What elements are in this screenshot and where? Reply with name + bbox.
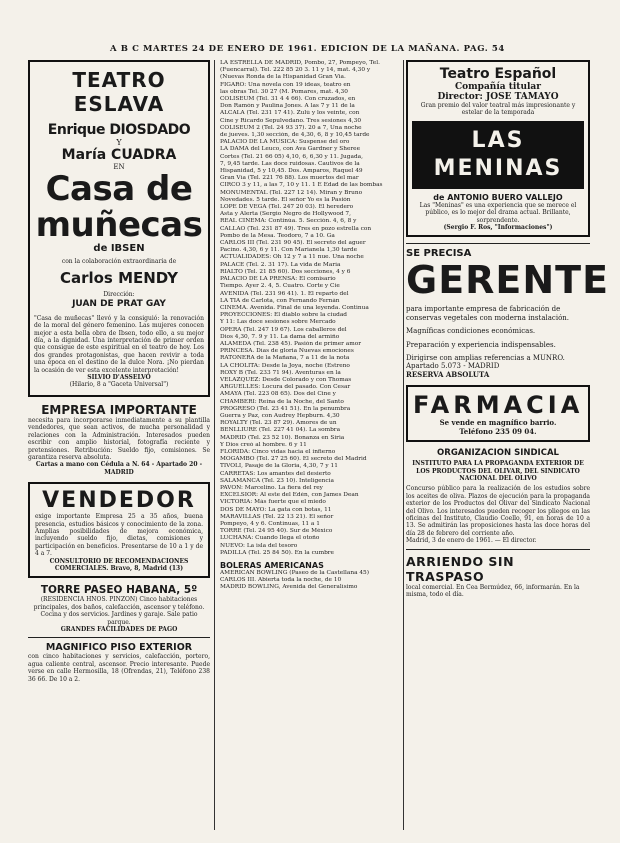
- sindical-heading: INSTITUTO PARA LA PROPAGANDA EXTERIOR DE LOS PRODUCTOS DEL OLIVAR, DEL SINDICATO NACIONAL DEL OLIVO: [412, 460, 584, 482]
- bolera-line: AMERICAN BOWLING (Paseo de la Castellana 45): [220, 570, 370, 577]
- left-column: [28, 60, 210, 683]
- listing-line: DOS DE MAYO: La gata con botas, 11: [220, 506, 332, 513]
- eslava-guest: Carlos MENDY: [59, 269, 179, 288]
- empresa-contact: Cartas a mano con Cédula a N. 64 - Apartado 20 - MADRID: [35, 461, 203, 476]
- listing-line: NUEVO: La isla del tesoro: [220, 542, 298, 549]
- listing-line: Cine y Ricardo Sepulvedano. Tres sesiones 4,30: [220, 117, 362, 124]
- ad-empresa-importante: [28, 403, 210, 476]
- ad-organizacion-sindical: [406, 448, 590, 544]
- listing-line: Hispanidad, 5 y 10,45. Dos. Amparos, Raquel 49: [220, 168, 363, 175]
- listing-line: Novedades. 5 tarde. El señor Yo es la Pasión: [220, 196, 351, 203]
- listing-line: LOPE DE VEGA (Tel. 247 20 03). El heredero: [220, 204, 354, 211]
- ad-piso: [28, 642, 210, 683]
- eslava-quote: "Casa de muñecas" llevó y la consiguió: la renovación de la moral del género femenino. Las mujeres conocen mejor a esta bella obra de Ibsen, todo ello, a su mejor día, a la dignidad. Una interpretación de primer orden que consigue de este espiritual en el teatro de hoy. Los dos grandes protagonistas, que hacen revivir a toda una época en el destino de la dulce Nora. ¡No pierdan la ocasión de ver esta excelente interpretación!: [34, 314, 204, 374]
- gerente-line3: Preparación y experiencia indispensables.: [406, 340, 556, 349]
- gerente-line1: para importante empresa de fabricación de conservas vegetales con moderna instalación.: [406, 305, 570, 322]
- sindical-date: Madrid, 3 de enero de 1961. — El director.: [406, 537, 537, 545]
- espanol-play-banner: LAS MENINAS: [412, 121, 584, 189]
- eslava-direction-label: Dirección:: [103, 291, 135, 299]
- gerente-line4: Dirigirse con amplias referencias a MUNRO.: [406, 354, 565, 363]
- listing-line: CALLAO (Tel. 231 87 49). Tres en pozo estrella con: [220, 225, 372, 232]
- listing-line: LUCHANA: Cuando llega el otoño: [220, 535, 320, 542]
- listing-line: LA CHOLITA: Desde la Joya, noche (Estreno: [220, 362, 350, 369]
- eslava-actor1: Enrique DIOSDADO: [47, 122, 191, 138]
- column-rule-left: [214, 60, 215, 830]
- espanol-author: de ANTONIO BUERO VALLEJO: [433, 192, 563, 202]
- listing-line: PROYECCIONES: El diablo sobre la ciudad: [220, 312, 347, 319]
- ad-farmacia: [406, 385, 590, 442]
- listing-line: Tiempo. Ayer 2. 4, 5. Cuatro. Corte y Cie: [220, 283, 340, 290]
- listing-line: Guerra y Paz, con Audrey Hepburn. 4,30: [220, 412, 340, 419]
- listing-line: las obras Tel. 30 27 (M. Pomares, mat. 4,30: [220, 88, 348, 95]
- ad-torre: [28, 584, 210, 633]
- listing-line: PALACE (Tel. 2. 31 17). La vida de María: [220, 261, 341, 268]
- listing-line: Cortes (Tel. 21 66 05) 4,10, 6, 6,30 y 11. Jugada,: [220, 153, 363, 160]
- listing-line: FLORIDA: Cinco vidas hacia el infierno: [220, 448, 336, 455]
- eslava-author: de IBSEN: [93, 243, 145, 254]
- listing-line: COLISEUM (Tel. 31 4 4 66). Con cruzados, en: [220, 96, 356, 103]
- gerente-line6: RESERVA ABSOLUTA: [406, 369, 490, 379]
- listing-line: Y 11: Las doce sesiones sobre Mercado: [220, 319, 336, 326]
- listing-line: EXCELSIOR: Al este del Edén, con James Dean: [220, 492, 359, 499]
- divider: [28, 637, 210, 638]
- column-rule-right: [403, 60, 404, 830]
- ad-teatro-eslava: [28, 60, 210, 397]
- empresa-body: necesita para incorporarse inmediatamente a su plantilla vendedores, que sean activos, de mucha personalidad y relaciones con la Administración. Interesados pueden escribir con amplio historial, fotografía reciente y pretensiones. Retribución: Sueldo fijo, comisiones. Se garantiza reserva absoluta.: [28, 416, 210, 461]
- listing-line: OPERA (Tel. 247 19 67). Los caballeros del: [220, 326, 347, 333]
- sindical-body: Concurso público para la realización de los estudios sobre los aceites de oliva. Plazos de ejecución para la propaganda exterior de los Productos del Olivar del Sindicato Nacional del Olivo. Los interesados pueden recoger los pliegos en las oficinas del Instituto, Claudio Coello, 91, en horas de 10 a 13. Se admitirán las proposiciones hasta las doce horas del día 28 de febrero del corriente año.: [406, 485, 590, 537]
- listing-line: ALAMEDA (Tel. 238 45). Pasión de primer amor: [220, 340, 362, 347]
- listing-line: ROYALTY (Tel. 23 87 29). Amores de un: [220, 420, 337, 427]
- arriendo-body: local comercial. En Cea Bermúdez, 66, informarán. En la misma, todo el día.: [406, 583, 580, 598]
- listing-line: Pacino. 4,30, 6 y 11. Con Marianela 1,30 tarde: [220, 247, 358, 254]
- boleras-listings: [220, 570, 400, 592]
- listing-line: ROXY B (Tel. 233 71 94). Aventuras en la: [220, 369, 341, 376]
- listing-line: Dios 4,30, 7. 9 y 11. La dama del armiño: [220, 333, 340, 340]
- empresa-title: EMPRESA IMPORTANTE: [41, 402, 197, 417]
- listing-line: Don Ramón y Paulina Jones. A las 7 y 11 de la: [220, 103, 355, 110]
- divider: [406, 243, 590, 244]
- espanol-body: Gran premio del valor teatral más impresionante y estelar de la temporada: [420, 102, 576, 117]
- eslava-director: JUAN DE PRAT GAY: [72, 298, 166, 309]
- listing-line: Pompeyo, 4 y 6. Continuas, 11 a 1: [220, 521, 320, 527]
- listing-line: CIRCO 3 y 11, a las 7, 10 y 11. 1 E Edad de las bombas: [220, 182, 383, 189]
- bolera-line: CARLOS III. Abierta toda la noche, de 10: [220, 577, 342, 584]
- listing-line: CARRETAS: Los amantes del desierto: [220, 470, 331, 477]
- ad-arriendo: [406, 554, 590, 599]
- vendedor-contact: CONSULTORIO DE RECOMENDACIONES COMERCIALES. Bravo, 8, Madrid (13): [49, 557, 189, 572]
- eslava-en: EN: [113, 163, 125, 171]
- listing-line: RATONERA de la Mañana, 7 a 11 de la nota: [220, 355, 350, 362]
- espanol-title: Teatro Español: [439, 66, 557, 82]
- eslava-signature: SILVIO D'ASSELVO: [87, 374, 151, 382]
- listing-line: CHAMBERI: Reina de la Noche, del Santo: [220, 398, 344, 405]
- listing-line: AMAYA (Tel. 223 08 65). Dos del Cine y: [220, 391, 336, 398]
- eslava-y: Y: [116, 138, 122, 147]
- listing-line: VELAZQUEZ: Desde Colorado y con Thomas: [220, 376, 352, 383]
- listing-line: Y Dios creó al hombre. 6 y 11: [220, 441, 307, 448]
- eslava-collab: con la colaboración extraordinaria de: [61, 258, 177, 265]
- espanol-company: Compañía titular: [454, 82, 541, 92]
- listings-column: [220, 60, 400, 592]
- farmacia-line1: Se vende en magnífico barrio.: [439, 418, 557, 428]
- espanol-credit: (Sergio F. Ros, "Informaciones"): [443, 224, 553, 232]
- bolera-line: MADRID BOWLING, Avenida del Generalísimo: [220, 584, 358, 591]
- listing-line: MADRID (Tel. 23 52 10). Bonanza en Siria: [220, 434, 345, 441]
- listing-line: MARAVILLAS (Tel. 22 13 21). El señor: [220, 513, 334, 520]
- listing-line: PRINCESA. Días de gloria Nuevas emociones: [220, 348, 354, 355]
- divider: [406, 549, 590, 550]
- espanol-director: JOSE TAMAYO: [486, 92, 559, 102]
- listing-line: VICTORIA: Más fuerte que el miedo: [220, 499, 326, 506]
- listing-line: FIGARO: Una novela con 19 ideas, teatro en: [220, 81, 351, 88]
- cinema-listings: [220, 60, 400, 557]
- listing-line: LA ESTRELLA DE MADRID, Pombo, 27, Pompeyo, Tel.: [220, 60, 380, 66]
- eslava-actress: María CUADRA: [61, 147, 177, 163]
- listing-line: de jueves. 1,30 sección, de 4,30, 6, 8 y 10,45 tarde: [220, 132, 370, 139]
- eslava-title: TEATRO ESLAVA: [72, 68, 166, 116]
- listing-line: PROGRESO (Tel. 23 41 51). En la penumbra: [220, 405, 351, 412]
- listing-line: TIVOLI, Pasaje de la Gloria, 4,30, 7 y 11: [220, 463, 338, 470]
- torre-body: (RESIDENCIA HNOS. PINZON) Cinco habitaciones principales, dos baños, calefacción, ascensor y teléfono. Cocina y dos servicios. Jardines y garaje. Sale patio parque.: [33, 596, 205, 626]
- espanol-note: Las "Meninas" es una experiencia que se merece el público, es lo mejor del drama actual. Brillante, sorprendente.: [419, 201, 577, 224]
- boleras-title: BOLERAS AMERICANAS: [220, 561, 324, 571]
- listing-line: CINEMA. Avenida. Final de una leyenda. Continua: [220, 304, 369, 311]
- vendedor-body: exige importante Empresa 25 a 35 años, buena presencia, estudios básicos y conocimiento de la zona. Amplias posibilidades de mejora económica, incluyendo sueldo fijo, dietas, comisiones y participación en beneficios. Presentarse de 10 a 1 y de 4 a 7.: [35, 513, 203, 558]
- listing-line: PALACIO DE LA PRENSA: El comisario: [220, 276, 336, 283]
- listing-line: Gran Vía (Tel. 221 76 88). Los muertos del mar: [220, 175, 359, 182]
- listing-line: AVENIDA (Tel. 231 96 41). 1. El reparto del: [220, 290, 349, 297]
- eslava-play-line2: muñecas: [35, 205, 203, 245]
- eslava-play-line1: Casa de: [45, 169, 193, 209]
- listing-line: MOGAMBO (Tel. 27 25 60). El secreto del Madrid: [220, 456, 367, 463]
- listing-line: PAVON: Marcelino. La fiera del rey: [220, 484, 323, 491]
- page-header: A B C MARTES 24 DE ENERO DE 1961. EDICION DE LA MAÑANA. PAG. 54: [110, 44, 505, 54]
- listing-line: PALACIO DE LA MUSICA: Suspense del oro: [220, 139, 350, 146]
- ad-gerente: [406, 248, 610, 379]
- listing-line: SALAMANCA (Tel. 23 10). Inteligencia: [220, 477, 334, 484]
- torre-title: TORRE PASEO HABANA, 5º: [40, 584, 198, 597]
- gerente-label: SE PRECISA: [406, 248, 472, 260]
- listing-line: LA TIA de Carlota, con Fernando Fernán: [220, 297, 340, 304]
- farmacia-phone: Teléfono 235 09 04.: [459, 426, 537, 436]
- gerente-line5: Apartado 5.073 - MADRID: [406, 362, 500, 371]
- listing-line: ARGUELLES: Locura del pasado. Con Cesar: [220, 384, 351, 391]
- ad-vendedor: [28, 482, 210, 578]
- right-column: [406, 60, 610, 598]
- piso-body: con cinco habitaciones y servicios, calefacción, portero, agua caliente central, ascensor. Precio interesante. Puede verse en calle Hermosilla, 18 (Ofrendas, 21), Teléfono 238 36 66. De 10 a 2.: [28, 653, 210, 683]
- sindical-title: ORGANIZACION SINDICAL: [437, 448, 559, 459]
- listing-line: LA DAMA del Leuco, con Ava Gardner y Sheree: [220, 146, 361, 153]
- listing-line: ALCALA (Tel. 231 17 41). Zulú y los veinte, con: [220, 110, 360, 117]
- listing-line: BENLLIURE (Tel. 227 41 04). La sombra: [220, 427, 341, 434]
- listing-line: REAL CINEMA: Continúa. 5. Sección. 4, 6, 8 y: [220, 218, 357, 225]
- listing-line: (Fuencarral). Tel. 222 85 20 3. 11 y 14, mat. 4,30 y: [220, 67, 371, 74]
- listing-line: 7, 9,45 tarde. Las doce ruidosas. Cautivos de la: [220, 160, 360, 167]
- listing-line: Asta y Alerta (Sergio Negro de Hollywood 7,: [220, 211, 351, 218]
- piso-title: MAGNIFICO PISO EXTERIOR: [45, 642, 193, 654]
- vendedor-title: VENDEDOR: [42, 488, 196, 514]
- listing-line: (Nuevas Ronda de la Hispanidad Gran Via.: [220, 74, 346, 81]
- listing-line: COLISEUM 2 (Tel. 24 93 37). 20 a 7, Una noche: [220, 124, 362, 131]
- listing-line: Pombo de la Mesa. Teodoro, 7 a 10. Ga: [220, 232, 335, 239]
- listing-line: PADILLA (Tel. 25 84 50). En la cumbre: [220, 549, 334, 556]
- gerente-title: GERENTE: [406, 258, 610, 303]
- espanol-director-label: Director:: [437, 92, 483, 102]
- arriendo-title: ARRIENDO SIN TRASPASO: [406, 553, 515, 584]
- listing-line: TORRE (Tel. 24 95 40). Sur de México: [220, 528, 333, 535]
- listing-line: MONUMENTAL (Tel. 227 12 14). Miran y Bruno: [220, 189, 363, 196]
- farmacia-title: FARMACIA: [413, 391, 584, 420]
- torre-payment: GRANDES FACILIDADES DE PAGO: [60, 626, 178, 633]
- gerente-line2: Magníficas condiciones económicas.: [406, 327, 536, 336]
- listing-line: RIALTO (Tel. 21 85 60). Dos secciones, 4 y 6: [220, 268, 351, 275]
- listing-line: CARLOS III (Tel. 231 90 45). El secreto del aguer: [220, 240, 366, 247]
- listing-line: ACTUALIDADES: Oh 12 y 7 a 11 nue. Una noche: [220, 254, 364, 261]
- ad-teatro-espanol: [406, 60, 590, 237]
- eslava-publication: (Hilario, 8 a "Gaceta Universal"): [69, 381, 169, 389]
